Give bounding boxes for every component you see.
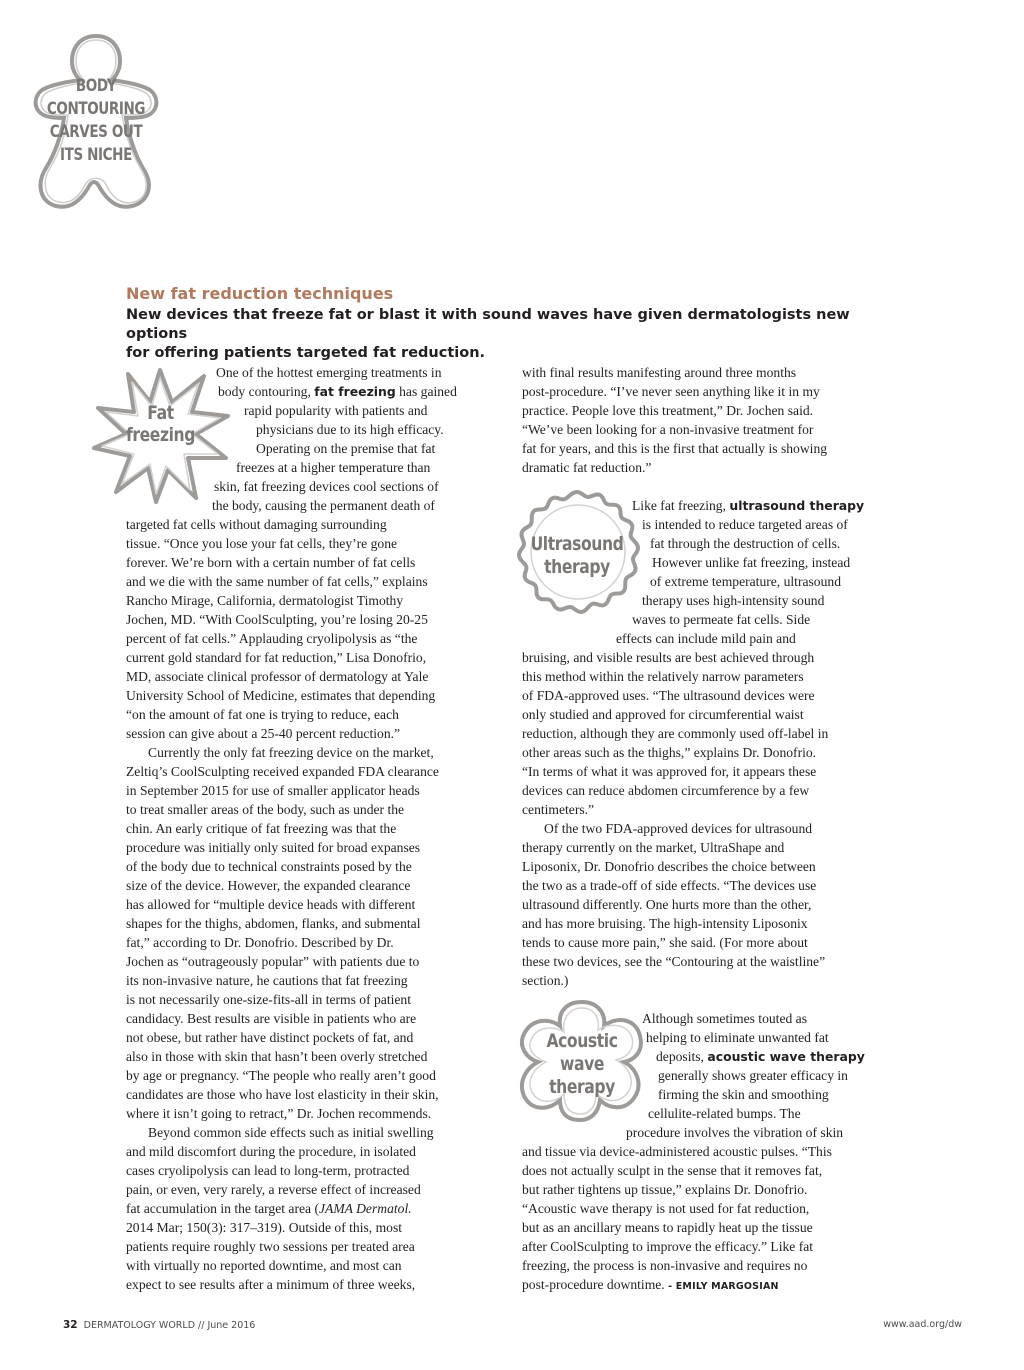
text-line bbox=[522, 762, 902, 781]
text-run: centimeters.” bbox=[522, 802, 595, 817]
page-number: 32 bbox=[63, 1319, 78, 1331]
text-run: candidates are those who have lost elasticity in their skin, bbox=[126, 1087, 439, 1102]
bold-term: fat freezing bbox=[314, 384, 396, 399]
deck-line: New devices that freeze fat or blast it with sound waves have given dermatologists new options bbox=[126, 307, 850, 342]
text-run: freezes at a higher temperature than bbox=[236, 460, 431, 475]
text-run: of the body due to technical constraints posed by the bbox=[126, 859, 412, 874]
text-run: Rancho Mirage, California, dermatologist Timothy bbox=[126, 593, 404, 608]
text-line bbox=[522, 724, 902, 743]
text-run: also in those with skin that hasn’t been overly stretched bbox=[126, 1049, 428, 1064]
text-line bbox=[126, 1085, 506, 1104]
text-line bbox=[522, 458, 902, 477]
badge-line: CARVES OUT bbox=[49, 122, 143, 141]
text-line bbox=[126, 819, 506, 838]
text-line bbox=[126, 1275, 506, 1294]
text-line bbox=[522, 1142, 902, 1161]
text-run: of extreme temperature, ultrasound bbox=[650, 574, 841, 589]
text-line bbox=[126, 1009, 506, 1028]
text-run: skin, fat freezing devices cool sections of bbox=[214, 479, 439, 494]
text-run: MD, associate clinical professor of dermatology at Yale bbox=[126, 669, 429, 684]
text-run: “We’ve been looking for a non-invasive treatment for bbox=[522, 422, 814, 437]
text-line bbox=[126, 743, 506, 762]
text-run: Liposonix, Dr. Donofrio describes the choice between bbox=[522, 859, 816, 874]
text-run: cases cryolipolysis can lead to long-term, protracted bbox=[126, 1163, 410, 1178]
text-run: targeted fat cells without damaging surrounding bbox=[126, 517, 387, 532]
text-run: waves to permeate fat cells. Side bbox=[632, 612, 811, 627]
text-run: current gold standard for fat reduction,” Lisa Donofrio, bbox=[126, 650, 427, 665]
text-line bbox=[522, 1256, 902, 1275]
text-run: fat for years, and this is the first that actually is showing bbox=[522, 441, 828, 456]
text-line bbox=[522, 876, 902, 895]
text-line bbox=[126, 1180, 506, 1199]
text-line bbox=[126, 1218, 506, 1237]
text-line bbox=[522, 477, 902, 496]
text-run: devices can reduce abdomen circumference by a few bbox=[522, 783, 810, 798]
text-run: not obese, but rather have distinct pockets of fat, and bbox=[126, 1030, 414, 1045]
text-run: other areas such as the thighs,” explains Dr. Donofrio. bbox=[522, 745, 817, 760]
text-run: with final results manifesting around three months bbox=[522, 365, 797, 380]
sidebar-label-line: freezing bbox=[126, 424, 195, 446]
citation: JAMA Dermatol. bbox=[319, 1201, 412, 1216]
text-run: effects can include mild pain and bbox=[616, 631, 796, 646]
publication-name: DERMATOLOGY WORLD // June 2016 bbox=[83, 1320, 256, 1331]
text-run: Although sometimes touted as bbox=[642, 1011, 807, 1026]
text-run: is intended to reduce targeted areas of bbox=[642, 517, 848, 532]
text-run: after CoolSculpting to improve the efficacy.” Like fat bbox=[522, 1239, 814, 1254]
text-line bbox=[126, 363, 506, 382]
text-run: the body, causing the permanent death of bbox=[212, 498, 435, 513]
text-run: rapid popularity with patients and bbox=[244, 403, 428, 418]
text-line bbox=[522, 1180, 902, 1199]
text-line bbox=[126, 610, 506, 629]
text-line bbox=[522, 1199, 902, 1218]
text-line bbox=[522, 857, 902, 876]
text-run: freezing, the process is non-invasive and requires no bbox=[522, 1258, 808, 1273]
text-run: physicians due to its high efficacy. bbox=[256, 422, 444, 437]
text-line bbox=[522, 1237, 902, 1256]
sidebar-label-line: Acoustic bbox=[546, 1030, 618, 1052]
text-line bbox=[522, 800, 902, 819]
text-line bbox=[522, 895, 902, 914]
text-run: the two as a trade-off of side effects. “The devices use bbox=[522, 878, 817, 893]
text-line bbox=[522, 1275, 902, 1294]
text-line bbox=[522, 496, 902, 515]
text-run: firming the skin and smoothing bbox=[658, 1087, 829, 1102]
text-run: forever. We’re born with a certain number of fat cells bbox=[126, 555, 416, 570]
text-run: tissue. “Once you lose your fat cells, they’re gone bbox=[126, 536, 398, 551]
text-run: size of the device. However, the expanded clearance bbox=[126, 878, 411, 893]
text-run: with virtually no reported downtime, and most can bbox=[126, 1258, 402, 1273]
text-line bbox=[126, 1047, 506, 1066]
sidebar-label-line: wave bbox=[560, 1053, 604, 1075]
text-line bbox=[126, 1199, 506, 1218]
text-line bbox=[522, 420, 902, 439]
text-line bbox=[126, 838, 506, 857]
text-line bbox=[522, 648, 902, 667]
text-line bbox=[522, 401, 902, 420]
text-line bbox=[126, 1256, 506, 1275]
sidebar-label-line: Ultrasound bbox=[530, 533, 624, 555]
badge-title bbox=[42, 74, 150, 166]
text-line bbox=[522, 667, 902, 686]
text-line bbox=[126, 762, 506, 781]
text-line bbox=[522, 382, 902, 401]
text-run: has gained bbox=[395, 384, 457, 399]
text-run: by age or pregnancy. “The people who really aren’t good bbox=[126, 1068, 436, 1083]
text-run: expect to see results after a minimum of three weeks, bbox=[126, 1277, 416, 1292]
text-run: and mild discomfort during the procedure, in isolated bbox=[126, 1144, 416, 1159]
text-line bbox=[522, 686, 902, 705]
text-run: but rather tightens up tissue,” explains Dr. Donofrio. bbox=[522, 1182, 808, 1197]
text-run: procedure involves the vibration of skin bbox=[626, 1125, 844, 1140]
text-line bbox=[522, 705, 902, 724]
text-line bbox=[126, 572, 506, 591]
article-right-column bbox=[522, 363, 902, 1294]
text-line bbox=[126, 1237, 506, 1256]
badge-line: CONTOURING bbox=[46, 99, 146, 118]
text-line bbox=[126, 648, 506, 667]
text-run: procedure was initially only suited for broad expanses bbox=[126, 840, 421, 855]
text-run: “Acoustic wave therapy is not used for fat reduction, bbox=[522, 1201, 810, 1216]
sidebar-label-line: therapy bbox=[544, 556, 610, 578]
text-run: of FDA-approved uses. “The ultrasound devices were bbox=[522, 688, 815, 703]
text-line bbox=[126, 895, 506, 914]
text-line bbox=[126, 401, 506, 420]
text-line bbox=[126, 458, 506, 477]
text-run: session can give about a 25-40 percent reduction.” bbox=[126, 726, 401, 741]
text-run: fat,” according to Dr. Donofrio. Described by Dr. bbox=[126, 935, 394, 950]
text-run: shapes for the thighs, abdomen, flanks, and submental bbox=[126, 916, 421, 931]
text-line bbox=[126, 534, 506, 553]
text-run: pain, or even, very rarely, a reverse effect of increased bbox=[126, 1182, 421, 1197]
text-line bbox=[126, 1142, 506, 1161]
text-run: “In terms of what it was approved for, it appears these bbox=[522, 764, 817, 779]
text-line bbox=[126, 439, 506, 458]
text-run: 2014 Mar; 150(3): 317–319). Outside of this, most bbox=[126, 1220, 403, 1235]
text-line bbox=[126, 629, 506, 648]
text-line bbox=[126, 686, 506, 705]
text-line bbox=[522, 1104, 902, 1123]
text-line bbox=[126, 933, 506, 952]
text-run: One of the hottest emerging treatments in bbox=[216, 365, 442, 380]
text-run: ultrasound differently. One hurts more than the other, bbox=[522, 897, 812, 912]
text-run: Jochen, MD. “With CoolSculpting, you’re losing 20-25 bbox=[126, 612, 428, 627]
text-run: “on the amount of fat one is trying to reduce, each bbox=[126, 707, 399, 722]
text-line bbox=[522, 1047, 902, 1066]
text-run: dramatic fat reduction.” bbox=[522, 460, 652, 475]
badge-line: ITS NICHE bbox=[60, 145, 132, 164]
text-line bbox=[126, 667, 506, 686]
text-line bbox=[522, 990, 902, 1009]
text-line bbox=[522, 591, 902, 610]
text-run: reduction, although they are commonly used off-label in bbox=[522, 726, 829, 741]
text-run: only studied and approved for circumferential waist bbox=[522, 707, 804, 722]
sidebar-label-line: Fat bbox=[147, 402, 174, 424]
text-line bbox=[522, 610, 902, 629]
text-line bbox=[126, 1028, 506, 1047]
text-run: this method within the relatively narrow parameters bbox=[522, 669, 804, 684]
text-line bbox=[522, 952, 902, 971]
text-run: Beyond common side effects such as initial swelling bbox=[148, 1125, 434, 1140]
text-line bbox=[522, 838, 902, 857]
text-line bbox=[126, 705, 506, 724]
text-line bbox=[522, 515, 902, 534]
text-line bbox=[126, 724, 506, 743]
text-line bbox=[126, 914, 506, 933]
text-run: Zeltiq’s CoolSculpting received expanded FDA clearance bbox=[126, 764, 439, 779]
text-run: post-procedure downtime. bbox=[522, 1277, 669, 1292]
deck-line: for offering patients targeted fat reduction. bbox=[126, 345, 486, 361]
text-run: bruising, and visible results are best achieved through bbox=[522, 650, 815, 665]
text-line bbox=[522, 572, 902, 591]
text-run: Jochen as “outrageously popular” with patients due to bbox=[126, 954, 420, 969]
text-run: Like fat freezing, bbox=[632, 498, 730, 513]
text-line bbox=[126, 971, 506, 990]
text-run: where it isn’t going to retract,” Dr. Jochen recommends. bbox=[126, 1106, 432, 1121]
text-run: fat through the destruction of cells. bbox=[650, 536, 841, 551]
footer-url: www.aad.org/dw bbox=[883, 1319, 962, 1330]
text-line bbox=[126, 781, 506, 800]
text-line bbox=[126, 1123, 506, 1142]
text-line bbox=[126, 857, 506, 876]
text-line bbox=[522, 971, 902, 990]
text-run: its non-invasive nature, he cautions that fat freezing bbox=[126, 973, 408, 988]
text-run: Of the two FDA-approved devices for ultrasound bbox=[544, 821, 813, 836]
text-line bbox=[522, 439, 902, 458]
text-run: to treat smaller areas of the body, such as under the bbox=[126, 802, 405, 817]
text-run: these two devices, see the “Contouring at the waistline” bbox=[522, 954, 826, 969]
text-run: practice. People love this treatment,” Dr. Jochen said. bbox=[522, 403, 814, 418]
text-run: percent of fat cells.” Applauding cryolipolysis as “the bbox=[126, 631, 418, 646]
text-line bbox=[522, 1218, 902, 1237]
text-line bbox=[522, 933, 902, 952]
text-line bbox=[522, 819, 902, 838]
text-run: and has more bruising. The high-intensity Liposonix bbox=[522, 916, 808, 931]
text-line bbox=[522, 914, 902, 933]
section-kicker: New fat reduction techniques bbox=[126, 284, 394, 303]
text-line bbox=[126, 553, 506, 572]
text-line bbox=[522, 1161, 902, 1180]
text-run: helping to eliminate unwanted fat bbox=[646, 1030, 829, 1045]
text-run: and we die with the same number of fat cells,” explains bbox=[126, 574, 428, 589]
text-line bbox=[126, 477, 506, 496]
text-line bbox=[522, 1066, 902, 1085]
author-signature: - EMILY MARGOSIAN bbox=[668, 1281, 779, 1292]
text-line bbox=[126, 1066, 506, 1085]
text-line bbox=[126, 591, 506, 610]
page-footer-left bbox=[63, 1319, 255, 1331]
text-run: Operating on the premise that fat bbox=[256, 441, 436, 456]
text-run: fat accumulation in the target area ( bbox=[126, 1201, 319, 1216]
text-line bbox=[522, 534, 902, 553]
text-run: body contouring, bbox=[218, 384, 315, 399]
text-run: Currently the only fat freezing device on the market, bbox=[148, 745, 434, 760]
gingerbread-cookie-cutter-badge bbox=[30, 28, 162, 216]
text-line bbox=[126, 496, 506, 515]
text-run: tends to cause more pain,” she said. (For more about bbox=[522, 935, 808, 950]
text-line bbox=[126, 1161, 506, 1180]
text-run: therapy uses high-intensity sound bbox=[642, 593, 825, 608]
text-run: However unlike fat freezing, instead bbox=[652, 555, 851, 570]
text-line bbox=[126, 800, 506, 819]
text-line bbox=[522, 1009, 902, 1028]
text-run: section.) bbox=[522, 973, 569, 988]
text-line bbox=[126, 1104, 506, 1123]
text-run: does not actually sculpt in the sense that it removes fat, bbox=[522, 1163, 823, 1178]
text-run: but as an ancillary means to rapidly heat up the tissue bbox=[522, 1220, 813, 1235]
text-line bbox=[522, 781, 902, 800]
text-run: post-procedure. “I’ve never seen anything like it in my bbox=[522, 384, 820, 399]
text-run: generally shows greater efficacy in bbox=[658, 1068, 848, 1083]
text-line bbox=[522, 363, 902, 382]
text-run: and tissue via device-administered acoustic pulses. “This bbox=[522, 1144, 832, 1159]
text-run: chin. An early critique of fat freezing was that the bbox=[126, 821, 397, 836]
sidebar-label-line: therapy bbox=[549, 1076, 615, 1098]
text-run: cellulite-related bumps. The bbox=[648, 1106, 801, 1121]
text-line bbox=[522, 1123, 902, 1142]
bold-term: acoustic wave therapy bbox=[707, 1049, 865, 1064]
text-run: in September 2015 for use of smaller applicator heads bbox=[126, 783, 420, 798]
bold-term: ultrasound therapy bbox=[729, 498, 865, 513]
text-run: is not necessarily one-size-fits-all in terms of patient bbox=[126, 992, 412, 1007]
text-line bbox=[126, 515, 506, 534]
text-run: University School of Medicine, estimates that depending bbox=[126, 688, 436, 703]
text-line bbox=[126, 952, 506, 971]
text-line bbox=[522, 629, 902, 648]
text-run: therapy currently on the market, UltraShape and bbox=[522, 840, 785, 855]
article-left-column bbox=[126, 363, 506, 1294]
text-run: deposits, bbox=[656, 1049, 708, 1064]
text-line bbox=[126, 420, 506, 439]
text-line bbox=[522, 1085, 902, 1104]
text-line bbox=[126, 876, 506, 895]
section-deck bbox=[126, 306, 906, 363]
text-line bbox=[522, 743, 902, 762]
text-run: candidacy. Best results are visible in patients who are bbox=[126, 1011, 417, 1026]
text-line bbox=[522, 553, 902, 572]
text-run: has allowed for “multiple device heads with different bbox=[126, 897, 416, 912]
text-run: patients require roughly two sessions per treated area bbox=[126, 1239, 415, 1254]
text-line bbox=[522, 1028, 902, 1047]
text-line bbox=[126, 382, 506, 401]
badge-line: BODY bbox=[75, 76, 117, 95]
text-line bbox=[126, 990, 506, 1009]
